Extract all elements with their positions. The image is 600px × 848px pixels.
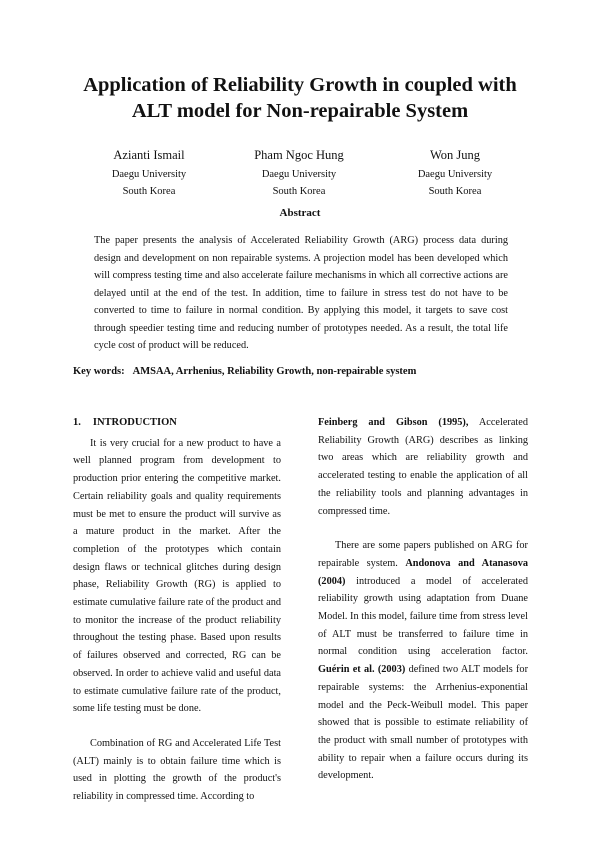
intro-paragraph-1: It is very crucial for a new product to have a well planned program from development to production prior entering the competitive market. Certain reliability goals and quality requirements must be met to ensure the product will survive as a mature product in the market. After the completion of the prototypes which contain design flaws or technical glitches during design phase, Reliability Growth (RG) is applied to estimate cumulative failure rate of the product and to monitor the increase of the product reliability throughout the testing phase. Based upon results of failures observed and corrected, RG can be observed. In order to achieve valid and useful data to estimate cumulative failure rate of the product, some life testing must be done. [73, 437, 281, 715]
section-number: 1. [73, 417, 81, 428]
author-name: Azianti Ismail [113, 148, 185, 162]
left-column [73, 414, 281, 806]
paper-title [40, 72, 560, 124]
keywords-line [73, 366, 533, 377]
author-affiliation: Daegu University [111, 169, 187, 180]
intro-paragraph-3-c: defined two ALT models for repairable systems: the Arrhenius-exponential model and the Peck-Weibull model. This paper showed that is possible to estimate reliability of the product with small number of prototypes with ability to repair when a failure occurs during its development. [318, 664, 528, 782]
section-title: INTRODUCTION [92, 417, 177, 428]
author-country: South Korea [428, 186, 482, 197]
author-affiliation: Daegu University [261, 169, 337, 180]
intro-paragraph-2-tail: Accelerated Reliability Growth (ARG) describes as linking two areas which are reliability growth and accelerated testing to enable the application of all the reliability tools and planning advantages in compressed time. [318, 417, 528, 517]
intro-paragraph-3 [318, 537, 528, 785]
section-heading [73, 414, 281, 432]
right-column [318, 414, 528, 785]
citation-feinberg-gibson: Feinberg and Gibson (1995), [318, 417, 469, 428]
author-country: South Korea [272, 186, 326, 197]
title-line-2: ALT model for Non-repairable System [131, 100, 469, 122]
author-name: Won Jung [429, 148, 481, 162]
author-name: Pham Ngoc Hung [254, 148, 344, 162]
author-block-1 [64, 146, 234, 201]
keywords-label: Key words: [73, 366, 125, 377]
intro-paragraph-3-a: There are some papers published on ARG for repairable system. [318, 540, 528, 569]
abstract-heading: Abstract [279, 207, 321, 219]
intro-paragraph-2-continued [318, 414, 528, 520]
author-block-3 [370, 146, 540, 201]
intro-paragraph-3-b: introduced a model of accelerated reliability growth using adaptation from Duane Model. In this model, failure time from stress level of ALT must be transferred to failure time in normal condition using acceleration factor. [318, 575, 528, 658]
author-block-2 [214, 146, 384, 201]
abstract-text: The paper presents the analysis of Accelerated Reliability Growth (ARG) process data during design and development on non repairable systems. A projection model has been developed which will compress testing time and also accelerate failure mechanisms in which all corrective actions are delayed until at the end of the test. In addition, time to failure in stress test do not have to be converted to time to failure in normal condition. By applying this model, it targets to save cost through speedier testing time and reducing number of prototypes needed. As a result, the total life cycle cost of product will be reduced. [94, 235, 508, 351]
citation-andonova-atanasova: Andonova and Atanasova (2004) [318, 557, 528, 587]
author-affiliation: Daegu University [417, 169, 493, 180]
citation-guerin: Guérin et al. (2003) [318, 664, 406, 676]
author-country: South Korea [122, 186, 176, 197]
title-line-1: Application of Reliability Growth in coupled with [83, 74, 517, 96]
keywords-values: AMSAA, Arrhenius, Reliability Growth, non-repairable system [132, 366, 417, 377]
intro-paragraph-2-start: Combination of RG and Accelerated Life Test (ALT) mainly is to obtain failure time which is used in plotting the growth of the product's reliability in compressed time. According to [73, 737, 281, 803]
